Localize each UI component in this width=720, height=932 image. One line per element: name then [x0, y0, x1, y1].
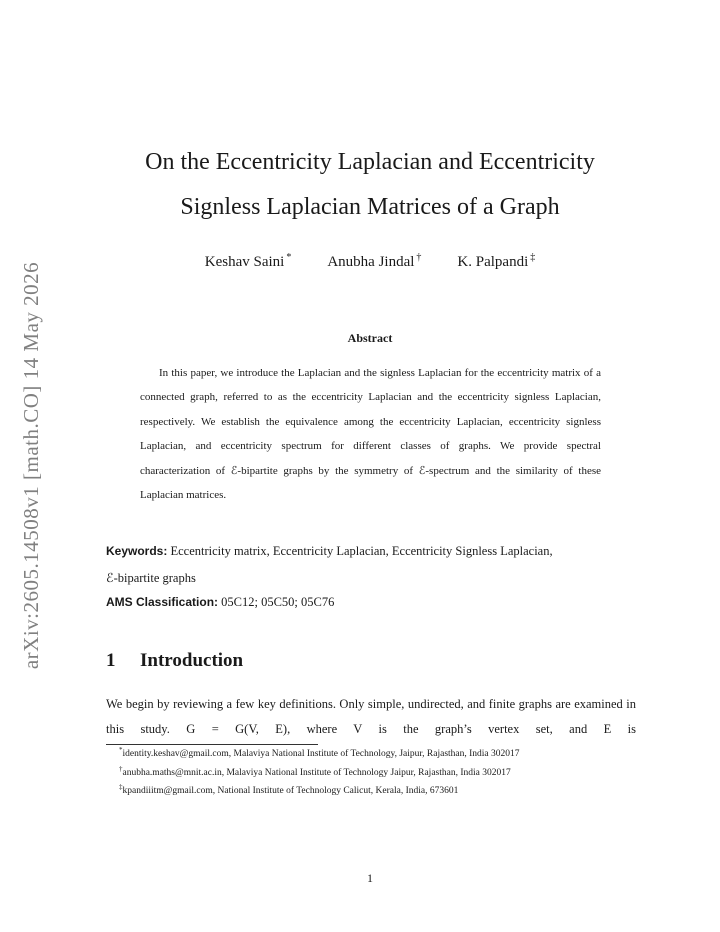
- arxiv-identifier: [15, 240, 49, 690]
- paper-title-line-1: On the Eccentricity Laplacian and Eccentricity: [145, 149, 595, 175]
- author-name: K. Palpandi: [457, 254, 529, 270]
- footnotes: [106, 745, 636, 801]
- author-footnote-mark: ‡: [530, 252, 536, 263]
- author-footnote-mark: *: [286, 252, 292, 263]
- introduction-paragraph: We begin by reviewing a few key definitions. Only simple, undirected, and finite graphs are examined in this study. G = G(V, E), where V is the graph’s vertex set, and E is: [106, 697, 636, 736]
- author-2: [327, 254, 421, 271]
- keywords-line-2: ℰ-bipartite graphs: [106, 571, 196, 585]
- abstract-heading: Abstract: [347, 331, 393, 345]
- section-title: Introduction: [140, 650, 244, 671]
- author-footnote-mark: †: [416, 252, 422, 263]
- author-list: [100, 254, 640, 271]
- author-name: Keshav Saini: [204, 254, 285, 270]
- author-3: [457, 254, 535, 271]
- footnote-mark: ‡: [119, 783, 123, 791]
- ams-value: 05C12; 05C50; 05C76: [221, 595, 335, 609]
- footnote-text: kpandiiitm@gmail.com, National Institute of Technology Calicut, Kerala, India, 673601: [122, 786, 459, 796]
- abstract-text: In this paper, we introduce the Laplacian and the signless Laplacian for the eccentricity matrix of a connected graph, referred to as the eccentricity Laplacian and the eccentricity signless Laplacian, respectively. We establish the equivalence among the eccentricity Laplacian, eccentricity signless Laplacian, and eccentricity spectrum for different classes of graphs. We provide spectral characterization of ℰ-bipartite graphs by the symmetry of ℰ-spectrum and the similarity of these Laplacian matrices.: [140, 367, 601, 502]
- ams-label: AMS Classification:: [106, 595, 219, 609]
- page-number: 1: [367, 871, 373, 885]
- keywords-label: Keywords:: [106, 544, 168, 558]
- footnote-2: [106, 764, 636, 783]
- author-name: Anubha Jindal: [327, 254, 415, 270]
- footnote-1: [106, 745, 636, 764]
- ams-classification: [106, 595, 636, 610]
- footnote-mark: †: [119, 764, 123, 773]
- keywords-line-1: [106, 544, 636, 559]
- footnote-mark: *: [119, 746, 123, 754]
- footnote-3: [106, 782, 636, 801]
- footnote-text: identity.keshav@gmail.com, Malaviya National Institute of Technology, Jaipur, Rajasthan, India 302017: [122, 749, 520, 759]
- section-heading: [106, 650, 243, 672]
- section-number: 1: [106, 650, 116, 671]
- keywords-text: Eccentricity matrix, Eccentricity Laplacian, Eccentricity Signless Laplacian,: [170, 544, 553, 558]
- arxiv-identifier-text: arXiv:2605.14508v1 [math.CO] 14 May 2026: [19, 261, 44, 669]
- author-1: [205, 254, 292, 271]
- paper-title-line-2: Signless Laplacian Matrices of a Graph: [180, 194, 560, 220]
- footnote-text: anubha.maths@mnit.ac.in, Malaviya National Institute of Technology Jaipur, Rajasthan, India 302017: [122, 767, 511, 778]
